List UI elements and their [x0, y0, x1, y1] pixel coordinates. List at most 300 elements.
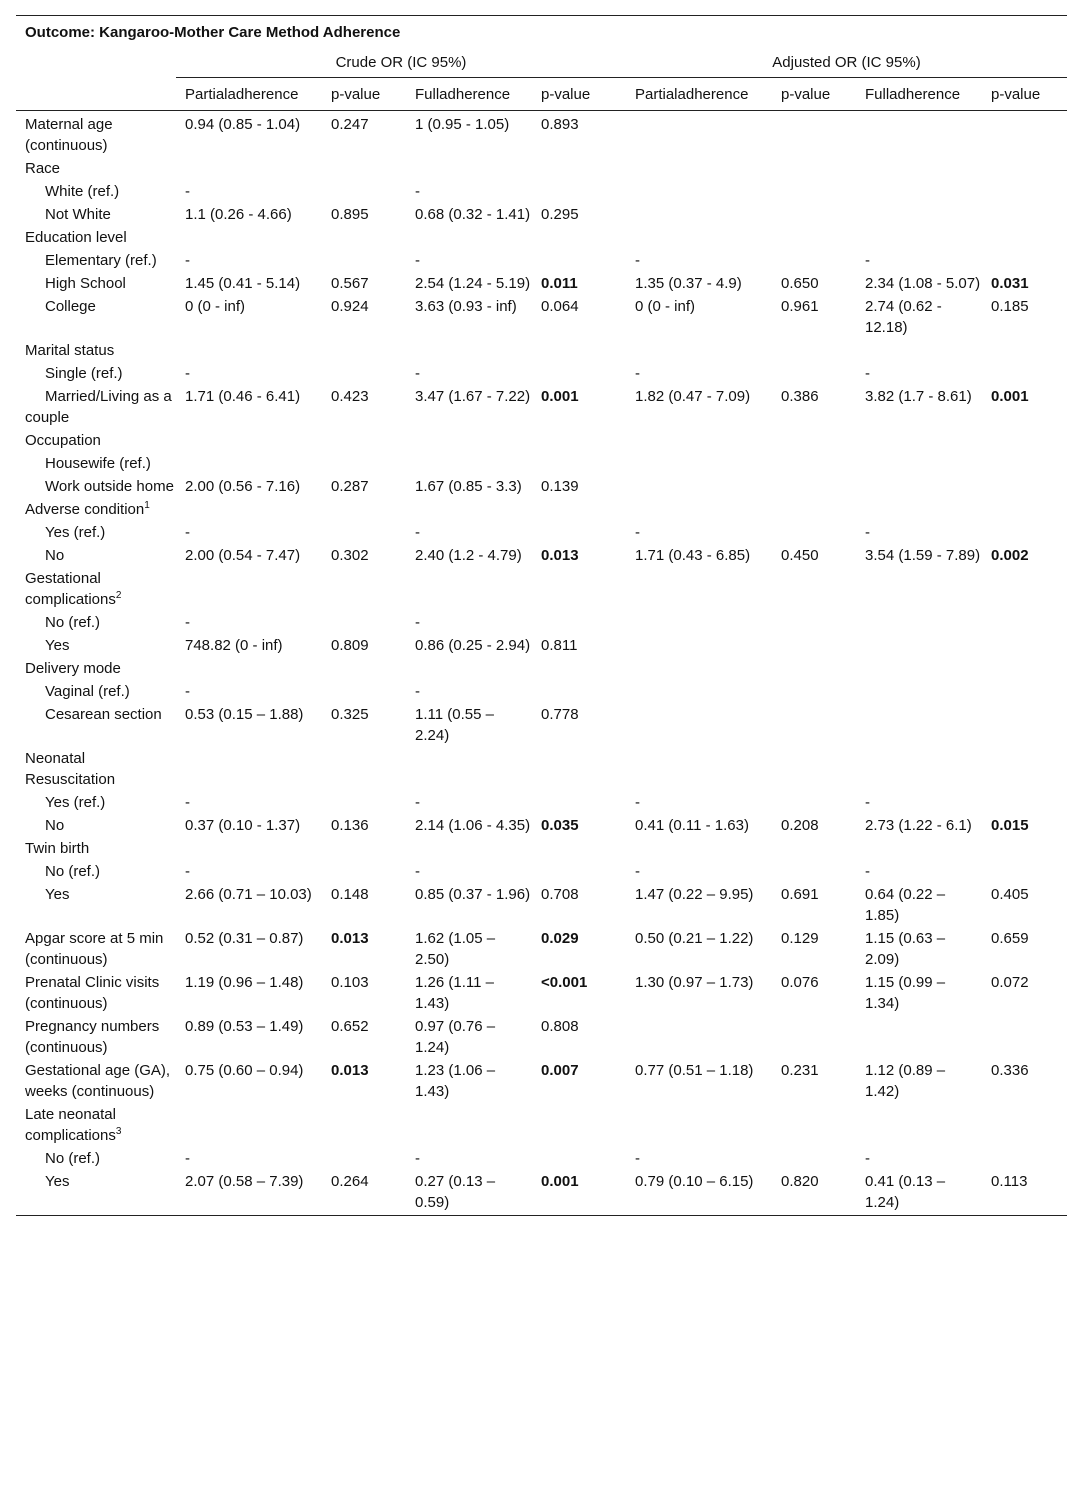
table-cell — [856, 111, 982, 159]
table-row — [16, 430, 1067, 453]
table-cell — [626, 681, 772, 704]
table-cell: - — [865, 863, 870, 880]
table-cell — [532, 612, 626, 635]
column-header: p-value — [772, 78, 856, 111]
table-row — [16, 635, 1067, 658]
table-cell: 0.129 — [781, 930, 819, 947]
table-cell: 3.82 (1.7 - 8.61) — [865, 388, 972, 405]
table-cell — [856, 635, 982, 658]
table-cell — [626, 204, 772, 227]
table-cell: 0.405 — [991, 886, 1029, 903]
table-row — [16, 158, 1067, 181]
table-cell — [772, 499, 856, 522]
row-label: Late neonatal complications$^3$ — [25, 1106, 122, 1144]
table-cell: 0.811 — [541, 637, 578, 654]
results-table — [16, 15, 1067, 1216]
table-row — [16, 111, 1067, 159]
table-cell: - — [185, 1150, 190, 1167]
table-cell — [982, 111, 1067, 159]
table-cell: 2.74 (0.62 - 12.18) — [865, 298, 942, 336]
table-cell: 0.423 — [331, 388, 369, 405]
table-cell — [532, 227, 626, 250]
table-cell — [322, 861, 406, 884]
row-label: No (ref.) — [45, 614, 101, 631]
table-cell: 0.75 (0.60 – 0.94) — [185, 1062, 304, 1079]
table-cell: - — [635, 1150, 640, 1167]
table-cell — [322, 453, 406, 476]
table-cell — [626, 658, 772, 681]
row-label: Pregnancy numbers (continuous) — [25, 1018, 160, 1056]
table-cell: 0 (0 - inf) — [635, 298, 696, 315]
table-cell — [772, 748, 856, 792]
table-cell — [176, 158, 322, 181]
table-cell — [626, 748, 772, 792]
table-cell: 0.27 (0.13 – 0.59) — [415, 1173, 496, 1211]
table-cell: 1.82 (0.47 - 7.09) — [635, 388, 751, 405]
table-cell — [626, 1104, 772, 1148]
table-row — [16, 181, 1067, 204]
table-cell: 0.64 (0.22 – 1.85) — [865, 886, 946, 924]
table-row — [16, 363, 1067, 386]
table-row — [16, 522, 1067, 545]
table-cell — [626, 635, 772, 658]
table-cell: - — [415, 365, 420, 382]
table-cell — [322, 658, 406, 681]
row-label: Not White — [45, 206, 111, 223]
table-cell: - — [635, 365, 640, 382]
table-cell — [322, 522, 406, 545]
table-cell: - — [415, 524, 420, 541]
column-header: Fulladherence — [856, 78, 982, 111]
table-cell: 0.185 — [991, 298, 1029, 315]
table-cell — [856, 340, 982, 363]
table-cell — [406, 748, 532, 792]
table-cell — [772, 681, 856, 704]
table-row — [16, 250, 1067, 273]
table-cell — [982, 748, 1067, 792]
table-cell — [626, 430, 772, 453]
table-cell: 0.035 — [541, 817, 579, 834]
table-cell: 1.26 (1.11 – 1.43) — [415, 974, 494, 1012]
row-label: Elementary (ref.) — [45, 252, 157, 269]
table-cell: - — [415, 183, 420, 200]
table-cell: 0.325 — [331, 706, 369, 723]
table-cell: 0.015 — [991, 817, 1029, 834]
table-cell: 0.41 (0.13 – 1.24) — [865, 1173, 946, 1211]
row-label: High School — [45, 275, 126, 292]
table-cell: 0 (0 - inf) — [185, 298, 246, 315]
table-cell: 0.808 — [541, 1018, 579, 1035]
table-cell: - — [185, 183, 190, 200]
table-cell — [856, 499, 982, 522]
table-cell — [982, 363, 1067, 386]
table-cell: 1.62 (1.05 – 2.50) — [415, 930, 496, 968]
table-cell: - — [185, 252, 190, 269]
table-cell: - — [865, 365, 870, 382]
table-cell — [176, 1104, 322, 1148]
table-cell — [626, 704, 772, 748]
row-label: Gestational complications$^2$ — [25, 570, 122, 608]
table-cell: 2.00 (0.56 - 7.16) — [185, 478, 301, 495]
table-cell — [856, 430, 982, 453]
table-cell: 1.19 (0.96 – 1.48) — [185, 974, 304, 991]
row-label: Work outside home — [45, 478, 174, 495]
table-cell: - — [185, 524, 190, 541]
table-cell: 0.50 (0.21 – 1.22) — [635, 930, 754, 947]
table-cell: 0.85 (0.37 - 1.96) — [415, 886, 531, 903]
table-cell — [532, 430, 626, 453]
table-cell — [772, 1104, 856, 1148]
table-cell: - — [185, 365, 190, 382]
table-cell — [626, 838, 772, 861]
row-label: Occupation — [25, 432, 101, 449]
table-cell: 0.89 (0.53 – 1.49) — [185, 1018, 304, 1035]
row-label: No — [45, 817, 65, 834]
table-cell — [772, 340, 856, 363]
table-cell — [856, 158, 982, 181]
table-cell — [532, 838, 626, 861]
table-cell: 0.86 (0.25 - 2.94) — [415, 637, 531, 654]
row-label: Vaginal (ref.) — [45, 683, 130, 700]
table-cell: 0.97 (0.76 – 1.24) — [415, 1018, 496, 1056]
row-label: Yes — [45, 637, 70, 654]
table-row — [16, 227, 1067, 250]
table-row — [16, 1171, 1067, 1216]
table-cell: - — [865, 794, 870, 811]
table-cell: 1.15 (0.99 – 1.34) — [865, 974, 946, 1012]
table-row — [16, 545, 1067, 568]
table-cell: 0.820 — [781, 1173, 819, 1190]
table-row — [16, 792, 1067, 815]
column-header: Partialadherence — [176, 78, 322, 111]
table-cell — [176, 453, 322, 476]
row-label: Cesarean section — [45, 706, 162, 723]
table-cell: - — [185, 794, 190, 811]
table-cell: 1 (0.95 - 1.05) — [415, 116, 510, 133]
table-cell: <0.001 — [541, 974, 588, 991]
table-cell: 0.41 (0.11 - 1.63) — [635, 817, 749, 834]
table-cell — [532, 748, 626, 792]
row-label: No (ref.) — [45, 863, 101, 880]
table-cell — [856, 704, 982, 748]
row-label: White (ref.) — [45, 183, 120, 200]
table-cell: - — [865, 524, 870, 541]
table-row — [16, 928, 1067, 972]
table-cell — [532, 522, 626, 545]
row-label: Apgar score at 5 min (continuous) — [25, 930, 164, 968]
table-cell: 3.63 (0.93 - inf) — [415, 298, 517, 315]
table-cell: 0.809 — [331, 637, 369, 654]
table-cell — [982, 1016, 1067, 1060]
row-label: Housewife (ref.) — [45, 455, 151, 472]
table-cell — [322, 363, 406, 386]
table-cell — [626, 476, 772, 499]
table-cell — [982, 861, 1067, 884]
table-cell — [406, 430, 532, 453]
table-cell — [626, 340, 772, 363]
footnote-marker: 3 — [115, 1126, 122, 1137]
table-row — [16, 204, 1067, 227]
table-cell — [626, 158, 772, 181]
table-cell: 0.778 — [541, 706, 579, 723]
table-cell: 2.54 (1.24 - 5.19) — [415, 275, 531, 292]
table-cell — [626, 227, 772, 250]
table-cell — [982, 453, 1067, 476]
table-row — [16, 1060, 1067, 1104]
table-cell: 0.001 — [991, 388, 1029, 405]
table-row — [16, 612, 1067, 635]
table-cell: 0.013 — [331, 930, 369, 947]
row-label: Marital status — [25, 342, 115, 359]
table-cell: 2.40 (1.2 - 4.79) — [415, 547, 522, 564]
table-cell: 0.139 — [541, 478, 579, 495]
table-cell — [322, 250, 406, 273]
table-cell — [532, 340, 626, 363]
table-cell — [322, 181, 406, 204]
table-cell — [772, 861, 856, 884]
table-cell — [982, 499, 1067, 522]
table-cell: 0.961 — [781, 298, 819, 315]
footnote-marker: 2 — [115, 590, 122, 601]
table-row — [16, 658, 1067, 681]
table-cell — [772, 522, 856, 545]
row-label: Single (ref.) — [45, 365, 123, 382]
table-cell — [856, 1016, 982, 1060]
table-cell: 1.1 (0.26 - 4.66) — [185, 206, 292, 223]
table-cell — [772, 181, 856, 204]
table-cell — [322, 612, 406, 635]
table-cell — [406, 340, 532, 363]
table-cell — [626, 181, 772, 204]
table-cell — [772, 1148, 856, 1171]
table-cell: - — [865, 252, 870, 269]
table-cell: 0.52 (0.31 – 0.87) — [185, 930, 304, 947]
table-cell — [982, 227, 1067, 250]
table-row — [16, 815, 1067, 838]
table-cell — [856, 838, 982, 861]
table-row — [16, 1104, 1067, 1148]
table-row — [16, 704, 1067, 748]
table-cell — [772, 158, 856, 181]
table-cell: 0.072 — [991, 974, 1029, 991]
table-cell — [532, 158, 626, 181]
table-cell: 0.68 (0.32 - 1.41) — [415, 206, 531, 223]
table-cell: 0.264 — [331, 1173, 369, 1190]
table-cell — [856, 227, 982, 250]
table-cell — [176, 838, 322, 861]
table-cell: 0.450 — [781, 547, 819, 564]
table-cell — [532, 658, 626, 681]
table-cell — [532, 1104, 626, 1148]
table-cell — [626, 568, 772, 612]
table-cell: 0.148 — [331, 886, 369, 903]
table-row — [16, 453, 1067, 476]
table-cell — [406, 227, 532, 250]
table-cell: 0.013 — [541, 547, 579, 564]
column-header: Fulladherence — [406, 78, 532, 111]
table-cell — [772, 476, 856, 499]
table-cell: 0.231 — [781, 1062, 819, 1079]
table-cell — [982, 838, 1067, 861]
table-cell — [532, 792, 626, 815]
table-cell — [856, 1104, 982, 1148]
table-cell: 1.30 (0.97 – 1.73) — [635, 974, 754, 991]
table-cell — [772, 612, 856, 635]
table-cell — [772, 111, 856, 159]
table-cell — [772, 227, 856, 250]
table-cell — [176, 499, 322, 522]
table-row — [16, 386, 1067, 430]
table-cell: 0.208 — [781, 817, 819, 834]
table-cell — [322, 227, 406, 250]
table-row — [16, 340, 1067, 363]
table-cell — [982, 792, 1067, 815]
table-cell — [322, 1104, 406, 1148]
table-cell: - — [415, 614, 420, 631]
table-cell — [322, 340, 406, 363]
table-cell: 0.567 — [331, 275, 369, 292]
table-cell: 2.00 (0.54 - 7.47) — [185, 547, 301, 564]
table-cell — [322, 568, 406, 612]
table-cell — [982, 250, 1067, 273]
table-cell — [626, 499, 772, 522]
table-cell — [176, 568, 322, 612]
table-cell: 1.71 (0.43 - 6.85) — [635, 547, 751, 564]
table-row — [16, 748, 1067, 792]
table-cell: 3.47 (1.67 - 7.22) — [415, 388, 531, 405]
table-cell — [176, 658, 322, 681]
table-cell — [406, 158, 532, 181]
table-cell: 0.924 — [331, 298, 369, 315]
table-cell — [856, 612, 982, 635]
table-cell — [406, 568, 532, 612]
table-cell: - — [415, 863, 420, 880]
row-label: Neonatal Resuscitation — [25, 750, 116, 788]
table-cell: 0.895 — [331, 206, 369, 223]
row-label: Yes (ref.) — [45, 794, 106, 811]
table-cell — [856, 568, 982, 612]
table-cell — [772, 363, 856, 386]
table-cell — [772, 704, 856, 748]
table-cell — [772, 838, 856, 861]
table-cell: 0.001 — [541, 1173, 579, 1190]
table-cell — [322, 838, 406, 861]
row-label: Twin birth — [25, 840, 90, 857]
row-label: Race — [25, 160, 61, 177]
table-row — [16, 273, 1067, 296]
table-cell: - — [185, 863, 190, 880]
table-cell: 1.15 (0.63 – 2.09) — [865, 930, 946, 968]
table-cell — [982, 568, 1067, 612]
table-cell — [626, 453, 772, 476]
table-cell — [406, 658, 532, 681]
table-cell — [772, 792, 856, 815]
table-row — [16, 884, 1067, 928]
table-cell — [406, 838, 532, 861]
table-cell — [532, 681, 626, 704]
row-label: No (ref.) — [45, 1150, 101, 1167]
table-cell — [406, 453, 532, 476]
table-cell — [856, 681, 982, 704]
table-cell: 0.659 — [991, 930, 1029, 947]
table-cell: 0.37 (0.10 - 1.37) — [185, 817, 301, 834]
table-cell: 0.011 — [541, 275, 578, 292]
table-cell: - — [415, 683, 420, 700]
table-cell — [982, 476, 1067, 499]
table-cell: - — [635, 252, 640, 269]
table-cell — [406, 1104, 532, 1148]
table-cell — [532, 453, 626, 476]
table-cell — [532, 1148, 626, 1171]
table-cell — [772, 1016, 856, 1060]
table-cell: 0.79 (0.10 – 6.15) — [635, 1173, 754, 1190]
table-cell — [982, 658, 1067, 681]
table-cell: - — [635, 863, 640, 880]
row-label: Married/Living as a couple — [25, 388, 172, 426]
row-label: Yes (ref.) — [45, 524, 106, 541]
table-cell — [856, 476, 982, 499]
table-cell: 0.001 — [541, 388, 579, 405]
table-cell: 0.031 — [991, 275, 1029, 292]
table-cell: - — [635, 794, 640, 811]
column-header: Partialadherence — [626, 78, 772, 111]
table-cell: 0.708 — [541, 886, 579, 903]
table-cell — [772, 250, 856, 273]
table-cell — [772, 568, 856, 612]
table-cell: 0.064 — [541, 298, 579, 315]
table-cell — [982, 681, 1067, 704]
table-cell — [856, 453, 982, 476]
table-cell — [532, 861, 626, 884]
table-cell: - — [865, 1150, 870, 1167]
adjusted-or-header: Adjusted OR (IC 95%) — [772, 53, 921, 71]
table-cell — [322, 158, 406, 181]
table-caption: Outcome: Kangaroo-Mother Care Method Adherence — [25, 24, 401, 41]
row-label: Maternal age (continuous) — [25, 116, 113, 154]
table-body — [16, 111, 1067, 1216]
table-cell: 1.23 (1.06 – 1.43) — [415, 1062, 496, 1100]
row-label: Yes — [45, 886, 70, 903]
column-header: p-value — [982, 78, 1067, 111]
table-cell — [772, 635, 856, 658]
table-cell: 1.11 (0.55 – 2.24) — [415, 706, 494, 744]
table-cell — [176, 430, 322, 453]
row-label: Education level — [25, 229, 127, 246]
table-cell: 0.113 — [991, 1173, 1028, 1190]
table-cell — [532, 568, 626, 612]
table-cell: - — [415, 1150, 420, 1167]
row-label: Adverse condition$^1$ — [25, 500, 150, 518]
table-cell — [982, 430, 1067, 453]
footnote-marker: 1 — [144, 500, 150, 511]
table-cell — [626, 1016, 772, 1060]
table-cell — [982, 1104, 1067, 1148]
table-row — [16, 296, 1067, 340]
table-cell — [982, 1148, 1067, 1171]
table-row — [16, 1016, 1067, 1060]
table-cell: - — [415, 794, 420, 811]
table-cell: 0.386 — [781, 388, 819, 405]
table-cell — [856, 748, 982, 792]
table-cell: - — [185, 683, 190, 700]
table-cell — [982, 204, 1067, 227]
table-row — [16, 568, 1067, 612]
table-cell: 0.691 — [781, 886, 819, 903]
table-cell: 0.893 — [541, 116, 579, 133]
table-cell — [772, 658, 856, 681]
table-cell — [982, 635, 1067, 658]
table-cell — [532, 363, 626, 386]
